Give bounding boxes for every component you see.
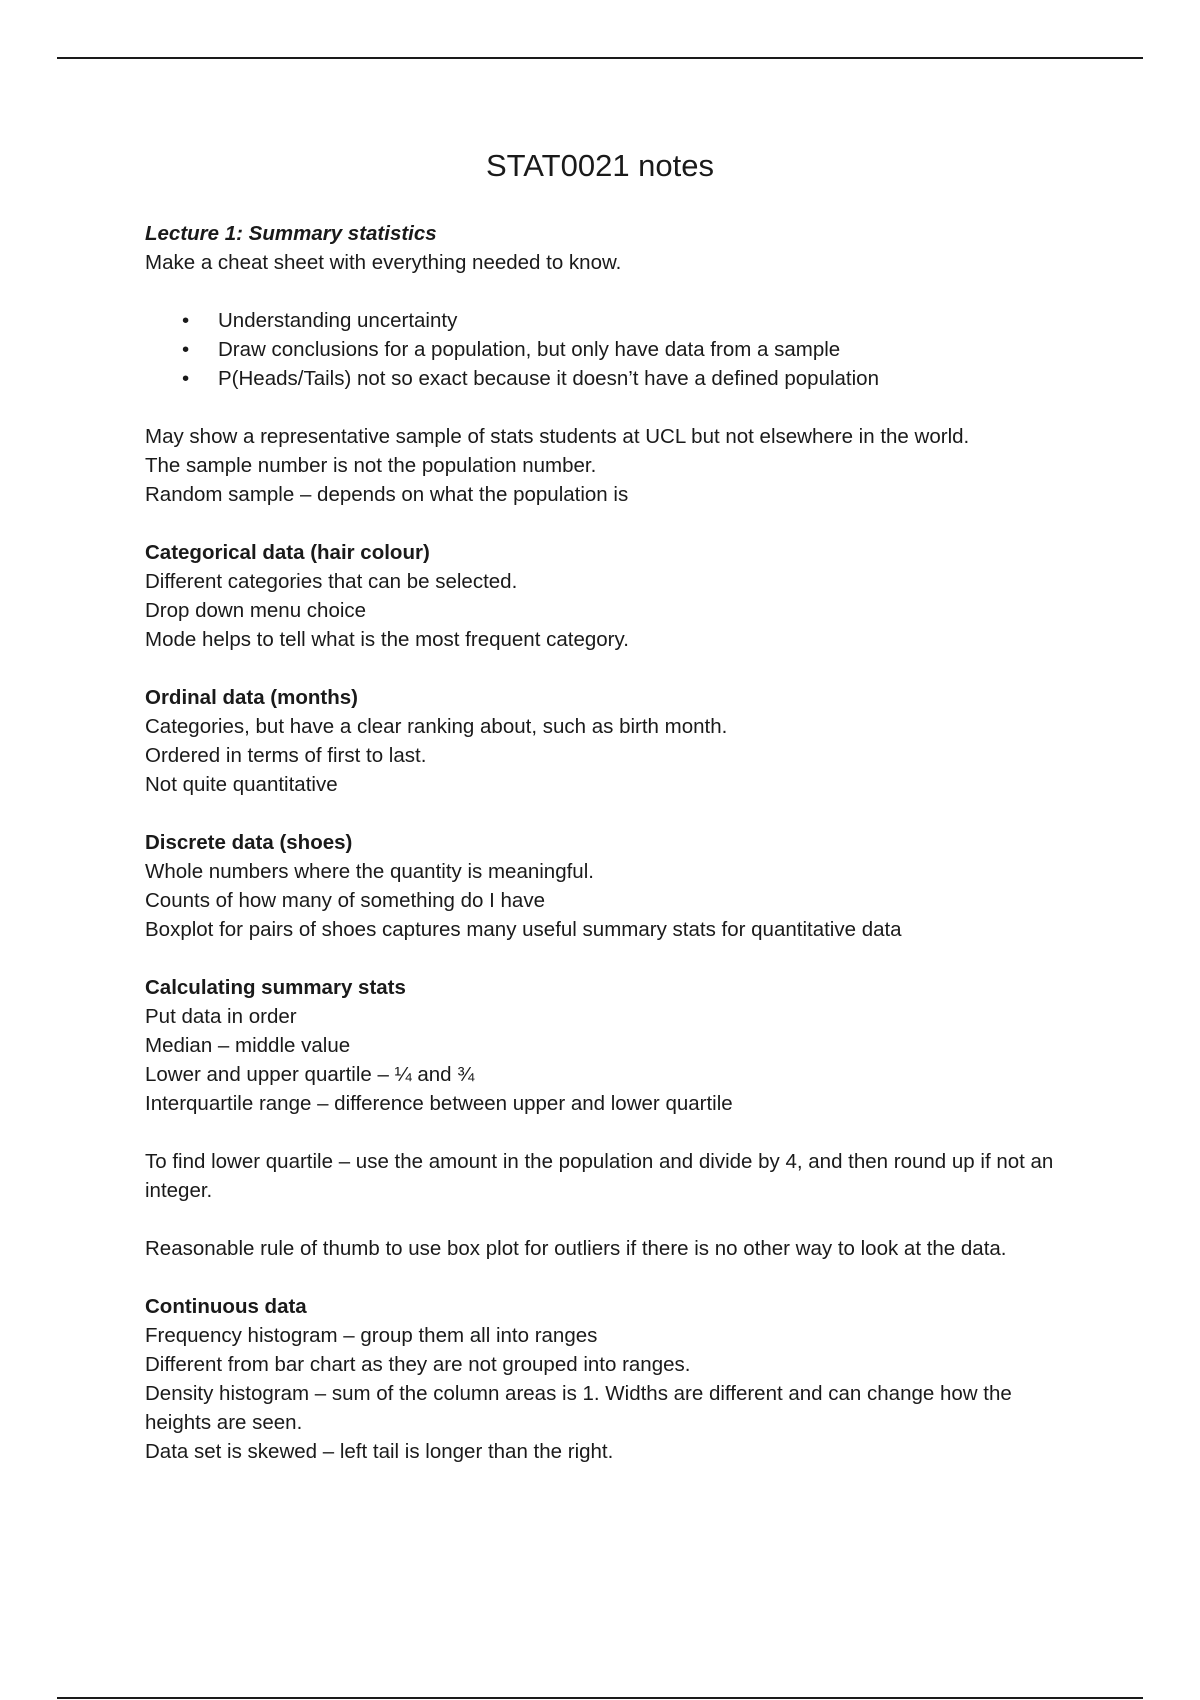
spacer <box>145 1205 1065 1234</box>
lecture-intro: Make a cheat sheet with everything needed to know. <box>145 251 622 274</box>
section-heading-discrete: Discrete data (shoes) <box>145 831 353 854</box>
paragraph-line: Categories, but have a clear ranking about, such as birth month. <box>145 715 728 738</box>
paragraph-line: Counts of how many of something do I have <box>145 889 545 912</box>
paragraph-line: Data set is skewed – left tail is longer than the right. <box>145 1440 614 1463</box>
bullet-icon: • <box>182 309 190 332</box>
bullet-icon: • <box>182 338 190 361</box>
paragraph-line: Frequency histogram – group them all into ranges <box>145 1324 598 1347</box>
list-item-text: P(Heads/Tails) not so exact because it doesn’t have a defined population <box>218 367 879 390</box>
list-item <box>145 364 1065 393</box>
spacer <box>145 277 1065 306</box>
paragraph-line: Different from bar chart as they are not grouped into ranges. <box>145 1353 691 1376</box>
footer-rule <box>57 1697 1143 1699</box>
paragraph-line: Random sample – depends on what the population is <box>145 483 629 506</box>
list-item <box>145 335 1065 364</box>
notes-body <box>145 219 1065 1466</box>
paragraph-line: Mode helps to tell what is the most frequent category. <box>145 628 629 651</box>
lecture-heading: Lecture 1: Summary statistics <box>145 222 437 245</box>
spacer <box>145 509 1065 538</box>
paragraph-line: Ordered in terms of first to last. <box>145 744 427 767</box>
document-title: STAT0021 notes <box>485 148 715 183</box>
paragraph-line: Put data in order <box>145 1005 297 1028</box>
bullet-list <box>145 306 1065 393</box>
paragraph-outliers: Reasonable rule of thumb to use box plot for outliers if there is no other way to look at the data. <box>145 1237 1007 1260</box>
spacer <box>145 1118 1065 1147</box>
paragraph-line: Density histogram – sum of the column areas is 1. Widths are different and can change how the heights are seen. <box>145 1382 1012 1434</box>
paragraph-line: Not quite quantitative <box>145 773 338 796</box>
paragraph-lower-quartile: To find lower quartile – use the amount in the population and divide by 4, and then round up if not an integer. <box>145 1150 1054 1202</box>
paragraph-line: Drop down menu choice <box>145 599 367 622</box>
section-heading-ordinal: Ordinal data (months) <box>145 686 358 709</box>
spacer <box>145 654 1065 683</box>
list-item <box>145 306 1065 335</box>
spacer <box>145 393 1065 422</box>
paragraph-line: Whole numbers where the quantity is meaningful. <box>145 860 594 883</box>
paragraph-line: Boxplot for pairs of shoes captures many useful summary stats for quantitative data <box>145 918 902 941</box>
bullet-icon: • <box>182 367 190 390</box>
paragraph-line: Interquartile range – difference between upper and lower quartile <box>145 1092 733 1115</box>
paragraph-line: Different categories that can be selected. <box>145 570 518 593</box>
section-heading-continuous: Continuous data <box>145 1295 307 1318</box>
paragraph-line: May show a representative sample of stats students at UCL but not elsewhere in the world. <box>145 425 970 448</box>
spacer <box>145 1263 1065 1292</box>
paragraph-line: Median – middle value <box>145 1034 351 1057</box>
list-item-text: Draw conclusions for a population, but only have data from a sample <box>218 338 841 361</box>
paragraph-line: The sample number is not the population number. <box>145 454 597 477</box>
spacer <box>145 799 1065 828</box>
header-rule <box>57 57 1143 59</box>
spacer <box>145 944 1065 973</box>
section-heading-summary-stats: Calculating summary stats <box>145 976 406 999</box>
paragraph-line: Lower and upper quartile – ¼ and ¾ <box>145 1063 475 1086</box>
list-item-text: Understanding uncertainty <box>218 309 458 332</box>
section-heading-categorical: Categorical data (hair colour) <box>145 541 430 564</box>
